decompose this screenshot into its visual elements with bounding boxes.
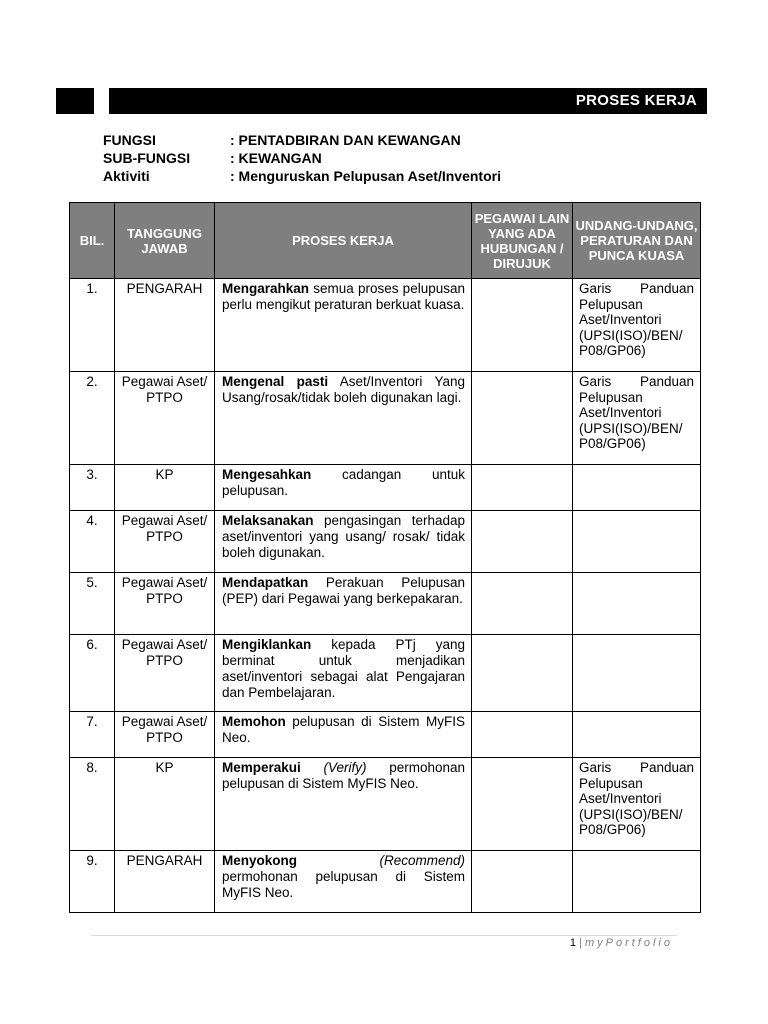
cell-bil: 7. (70, 712, 115, 758)
action-verb: Mendapatkan (222, 575, 309, 590)
action-description: cadangan untuk pelupusan. (222, 467, 465, 498)
cell-tanggung-jawab: Pegawai Aset/ PTPO (115, 712, 215, 758)
action-description: permohonan pelupusan di Sistem MyFIS Neo. (222, 760, 465, 791)
action-description: Perakuan Pelupusan (PEP) dari Pegawai yang berkepakaran. (222, 575, 465, 606)
cell-tanggung-jawab: Pegawai Aset/ PTPO (115, 635, 215, 712)
table-row (70, 851, 701, 913)
meta-label: SUB-FUNGSI (103, 150, 191, 166)
cell-pegawai-lain (472, 712, 573, 758)
meta-label: Aktiviti (103, 168, 150, 184)
cell-proses-kerja (215, 635, 472, 712)
meta-value: : Menguruskan Pelupusan Aset/Inventori (230, 168, 501, 184)
action-description: Aset/Inventori Yang Usang/rosak/tidak boleh digunakan lagi. (222, 374, 465, 405)
header-tanggung-jawab: TANGGUNG JAWAB (115, 203, 215, 279)
meta-value: : PENTADBIRAN DAN KEWANGAN (230, 132, 461, 148)
cell-tanggung-jawab: PENGARAH (115, 851, 215, 913)
table-row (70, 758, 701, 851)
table-row (70, 635, 701, 712)
action-verb: Mengarahkan (222, 281, 310, 296)
cell-proses-kerja (215, 372, 472, 465)
cell-tanggung-jawab: KP (115, 758, 215, 851)
footer (570, 937, 673, 949)
action-verb: Melaksanakan (222, 513, 314, 528)
action-description: pelupusan di Sistem MyFIS Neo. (222, 714, 465, 745)
meta-info (103, 131, 501, 185)
cell-pegawai-lain (472, 511, 573, 573)
footer-divider (91, 935, 677, 936)
table-row (70, 573, 701, 635)
action-verb: Memohon (222, 714, 286, 729)
meta-value: : KEWANGAN (230, 150, 322, 166)
cell-pegawai-lain (472, 635, 573, 712)
cell-bil: 9. (70, 851, 115, 913)
meta-label: FUNGSI (103, 132, 156, 148)
table-row (70, 511, 701, 573)
cell-tanggung-jawab: Pegawai Aset/ PTPO (115, 573, 215, 635)
cell-undang-undang: Garis Panduan Pelupusan Aset/Inventori (UPSI(ISO)/BEN/ P08/GP06) (573, 372, 701, 465)
header-undang-undang: UNDANG-UNDANG, PERATURAN DAN PUNCA KUASA (573, 203, 701, 279)
header-pegawai-lain: PEGAWAI LAIN YANG ADA HUBUNGAN / DIRUJUK (472, 203, 573, 279)
header-proses-kerja: PROSES KERJA (215, 203, 472, 279)
action-verb: Mengenal pasti (222, 374, 329, 389)
cell-bil: 6. (70, 635, 115, 712)
cell-pegawai-lain (472, 851, 573, 913)
cell-bil: 8. (70, 758, 115, 851)
cell-undang-undang (573, 635, 701, 712)
table-row (70, 372, 701, 465)
cell-bil: 5. (70, 573, 115, 635)
page-number: 1 (569, 937, 576, 949)
table-header-row (70, 203, 701, 279)
cell-undang-undang: Garis Panduan Pelupusan Aset/Inventori (UPSI(ISO)/BEN/ P08/GP06) (573, 758, 701, 851)
cell-tanggung-jawab: KP (115, 465, 215, 511)
action-note: (Verify) (300, 760, 367, 775)
table-row (70, 712, 701, 758)
cell-proses-kerja (215, 851, 472, 913)
action-verb: Mengesahkan (222, 467, 312, 482)
cell-tanggung-jawab: Pegawai Aset/ PTPO (115, 511, 215, 573)
cell-proses-kerja (215, 511, 472, 573)
cell-proses-kerja (215, 279, 472, 372)
cell-bil: 4. (70, 511, 115, 573)
cell-proses-kerja (215, 758, 472, 851)
header-bar (109, 88, 707, 114)
cell-pegawai-lain (472, 372, 573, 465)
meta-row-subfungsi (103, 149, 501, 167)
action-verb: Menyokong (222, 853, 298, 868)
cell-proses-kerja (215, 465, 472, 511)
process-table (69, 202, 701, 913)
meta-row-aktiviti (103, 167, 501, 185)
cell-pegawai-lain (472, 573, 573, 635)
cell-undang-undang (573, 465, 701, 511)
cell-proses-kerja (215, 573, 472, 635)
header-block-left (56, 88, 94, 114)
action-verb: Memperakui (222, 760, 301, 775)
header-title: PROSES KERJA (575, 92, 697, 109)
cell-pegawai-lain (472, 758, 573, 851)
action-description: permohonan pelupusan di Sistem MyFIS Neo. (222, 869, 465, 900)
action-description: semua proses pelupusan perlu mengikut peraturan berkuat kuasa. (222, 281, 465, 312)
meta-row-fungsi (103, 131, 501, 149)
table-row (70, 279, 701, 372)
cell-undang-undang (573, 573, 701, 635)
cell-bil: 2. (70, 372, 115, 465)
cell-tanggung-jawab: PENGARAH (115, 279, 215, 372)
action-description: kepada PTj yang berminat untuk menjadikan aset/inventori sebagai alat Pengajaran dan Pembelajaran. (222, 637, 465, 700)
table-row (70, 465, 701, 511)
cell-bil: 1. (70, 279, 115, 372)
cell-proses-kerja (215, 712, 472, 758)
action-verb: Mengiklankan (222, 637, 312, 652)
cell-pegawai-lain (472, 279, 573, 372)
action-note: (Recommend) (297, 853, 465, 868)
header-bil: BIL. (70, 203, 115, 279)
cell-pegawai-lain (472, 465, 573, 511)
cell-bil: 3. (70, 465, 115, 511)
footer-brand: myPortfolio (584, 937, 673, 949)
cell-undang-undang (573, 851, 701, 913)
cell-undang-undang (573, 712, 701, 758)
cell-undang-undang: Garis Panduan Pelupusan Aset/Inventori (UPSI(ISO)/BEN/ P08/GP06) (573, 279, 701, 372)
footer-separator: | (575, 937, 585, 949)
cell-undang-undang (573, 511, 701, 573)
cell-tanggung-jawab: Pegawai Aset/ PTPO (115, 372, 215, 465)
action-description: pengasingan terhadap aset/inventori yang usang/ rosak/ tidak boleh digunakan. (222, 513, 465, 560)
